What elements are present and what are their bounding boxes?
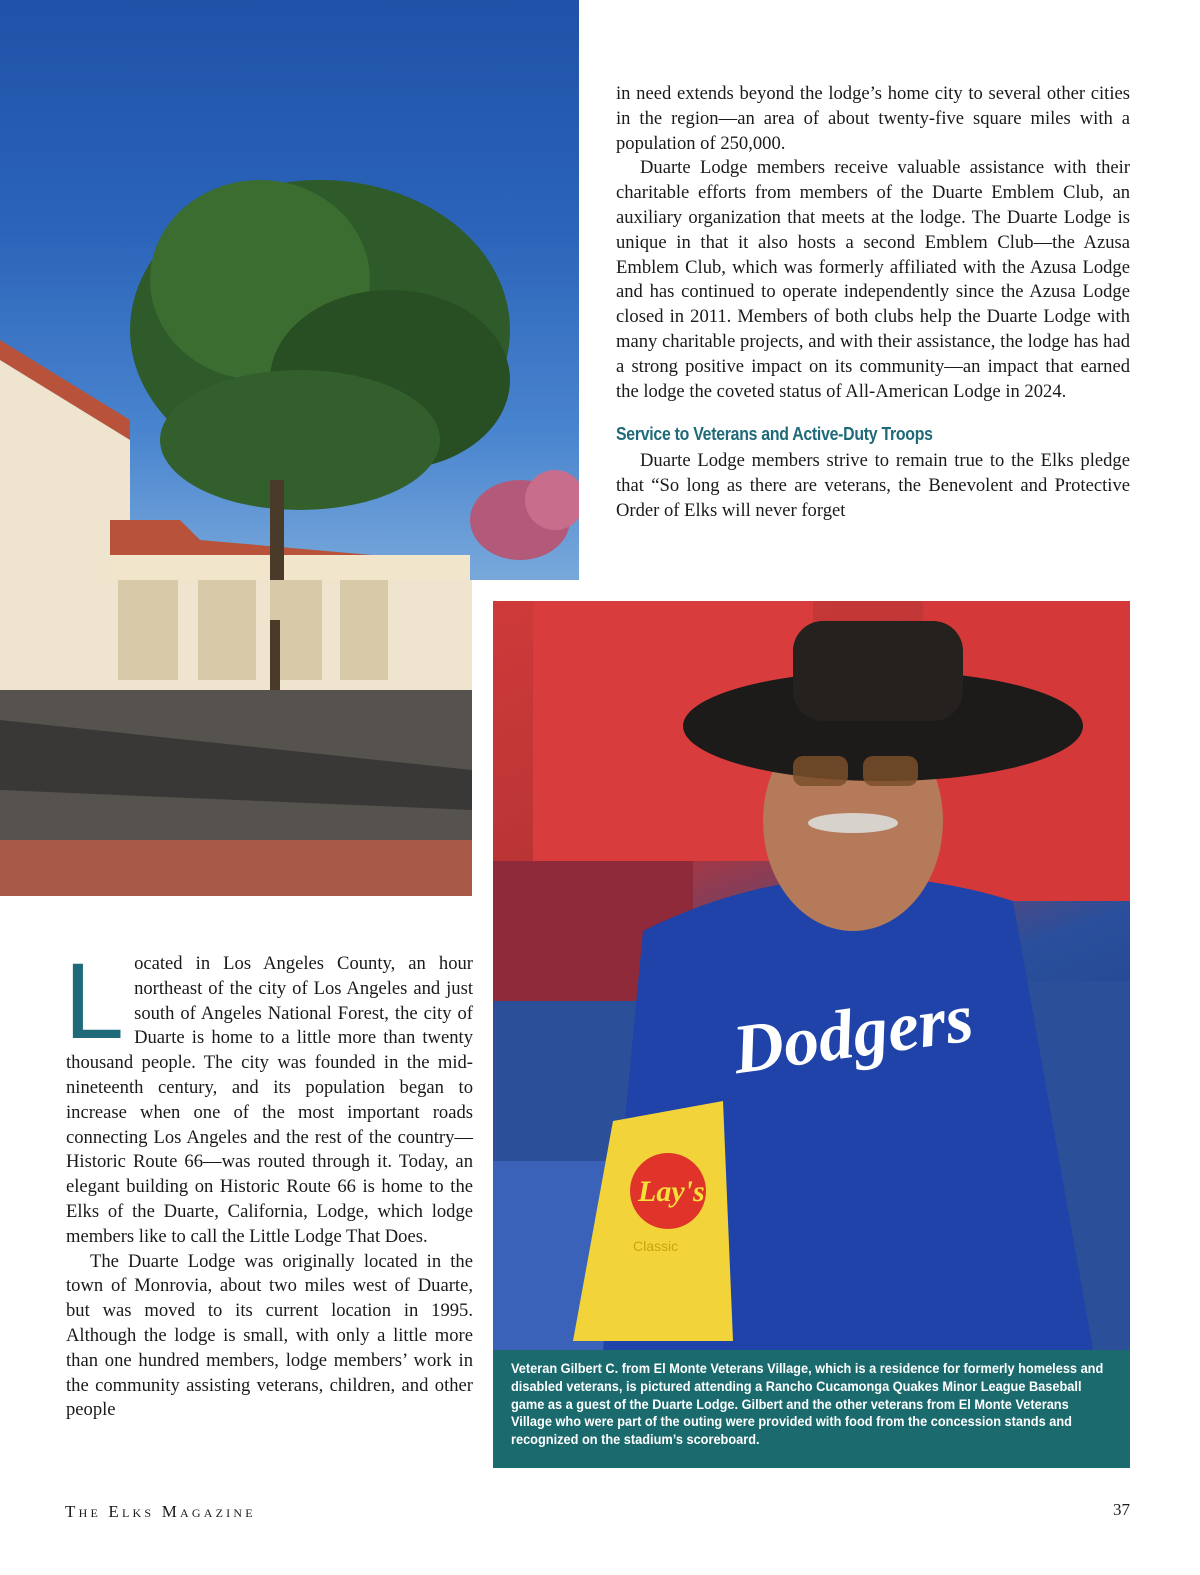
right-column [616,82,1130,524]
lodge-photo [0,0,579,580]
chips-subtext: Classic [633,1238,679,1254]
magazine-title: The Elks Magazine [65,1502,256,1521]
page-number: 37 [1113,1500,1130,1519]
photo-caption-box [493,1350,1130,1468]
left-column [64,940,473,1423]
paragraph: Duarte Lodge members strive to remain true to the Elks pledge that “So long as there are veterans, the Benevolent and Protective Order of Elks will never forget [616,450,1130,521]
veteran-photo-icon [493,601,1130,1350]
chips-text: Lay's [638,1175,705,1208]
paragraph: ocated in Los Angeles County, an hour northeast of the city of Los Angeles and just south of Angeles National Forest, the city of Duarte is home to a little more than twenty thousand people. The city was founded in the mid-nineteenth century, and its population began to increase when one of the most important roads connecting Los Angeles and the rest of the country—Historic Route 66—was routed through it. Today, an elegant building on Historic Route 66 is home to the Elks of the Duarte, California, Lodge, which lodge members like to call the Little Lodge That Does. [66,953,473,1247]
drop-cap: L [64,940,125,1061]
paragraph: in need extends beyond the lodge’s home city to several other cities in the region—an area of about twenty-five square miles with a population of 250,000. [616,83,1130,154]
veteran-photo [493,601,1130,1350]
paragraph: The Duarte Lodge was originally located in the town of Monrovia, about two miles west of Duarte, but was moved to its current location in 1995. Although the lodge is small, with only a little more than one hundred members, lodge members’ work in the community assisting veterans, children, and other people [66,1250,473,1421]
lodge-photo-lower [0,580,472,896]
shirt-text: Dodgers [728,979,978,1090]
section-heading: Service to Veterans and Active-Duty Troops [616,424,933,445]
building-photo-icon [0,0,579,580]
paragraph: Duarte Lodge members receive valuable assistance with their charitable efforts from members of the Duarte Emblem Club, an auxiliary organization that meets at the lodge. The Duarte Lodge is unique in that it also hosts a second Emblem Club—the Azusa Emblem Club, which was formerly affiliated with the Azusa Lodge and has continued to operate independently since the Azusa Lodge closed in 2011. Members of both clubs help the Duarte Lodge with many charitable projects, and with their assistance, the lodge has had a strong positive impact on its community—an impact that earned the lodge the coveted status of All-American Lodge in 2024. [616,157,1130,402]
photo-caption: Veteran Gilbert C. from El Monte Veterans Village, which is a residence for formerly homeless and disabled veterans, is pictured attending a Rancho Cucamonga Quakes Minor League Baseball game as a guest of the Duarte Lodge. Gilbert and the other veterans from El Monte Veterans Village who were part of the outing were provided with food from the concession stands and recognized on the stadium’s scoreboard. [511,1361,1104,1449]
